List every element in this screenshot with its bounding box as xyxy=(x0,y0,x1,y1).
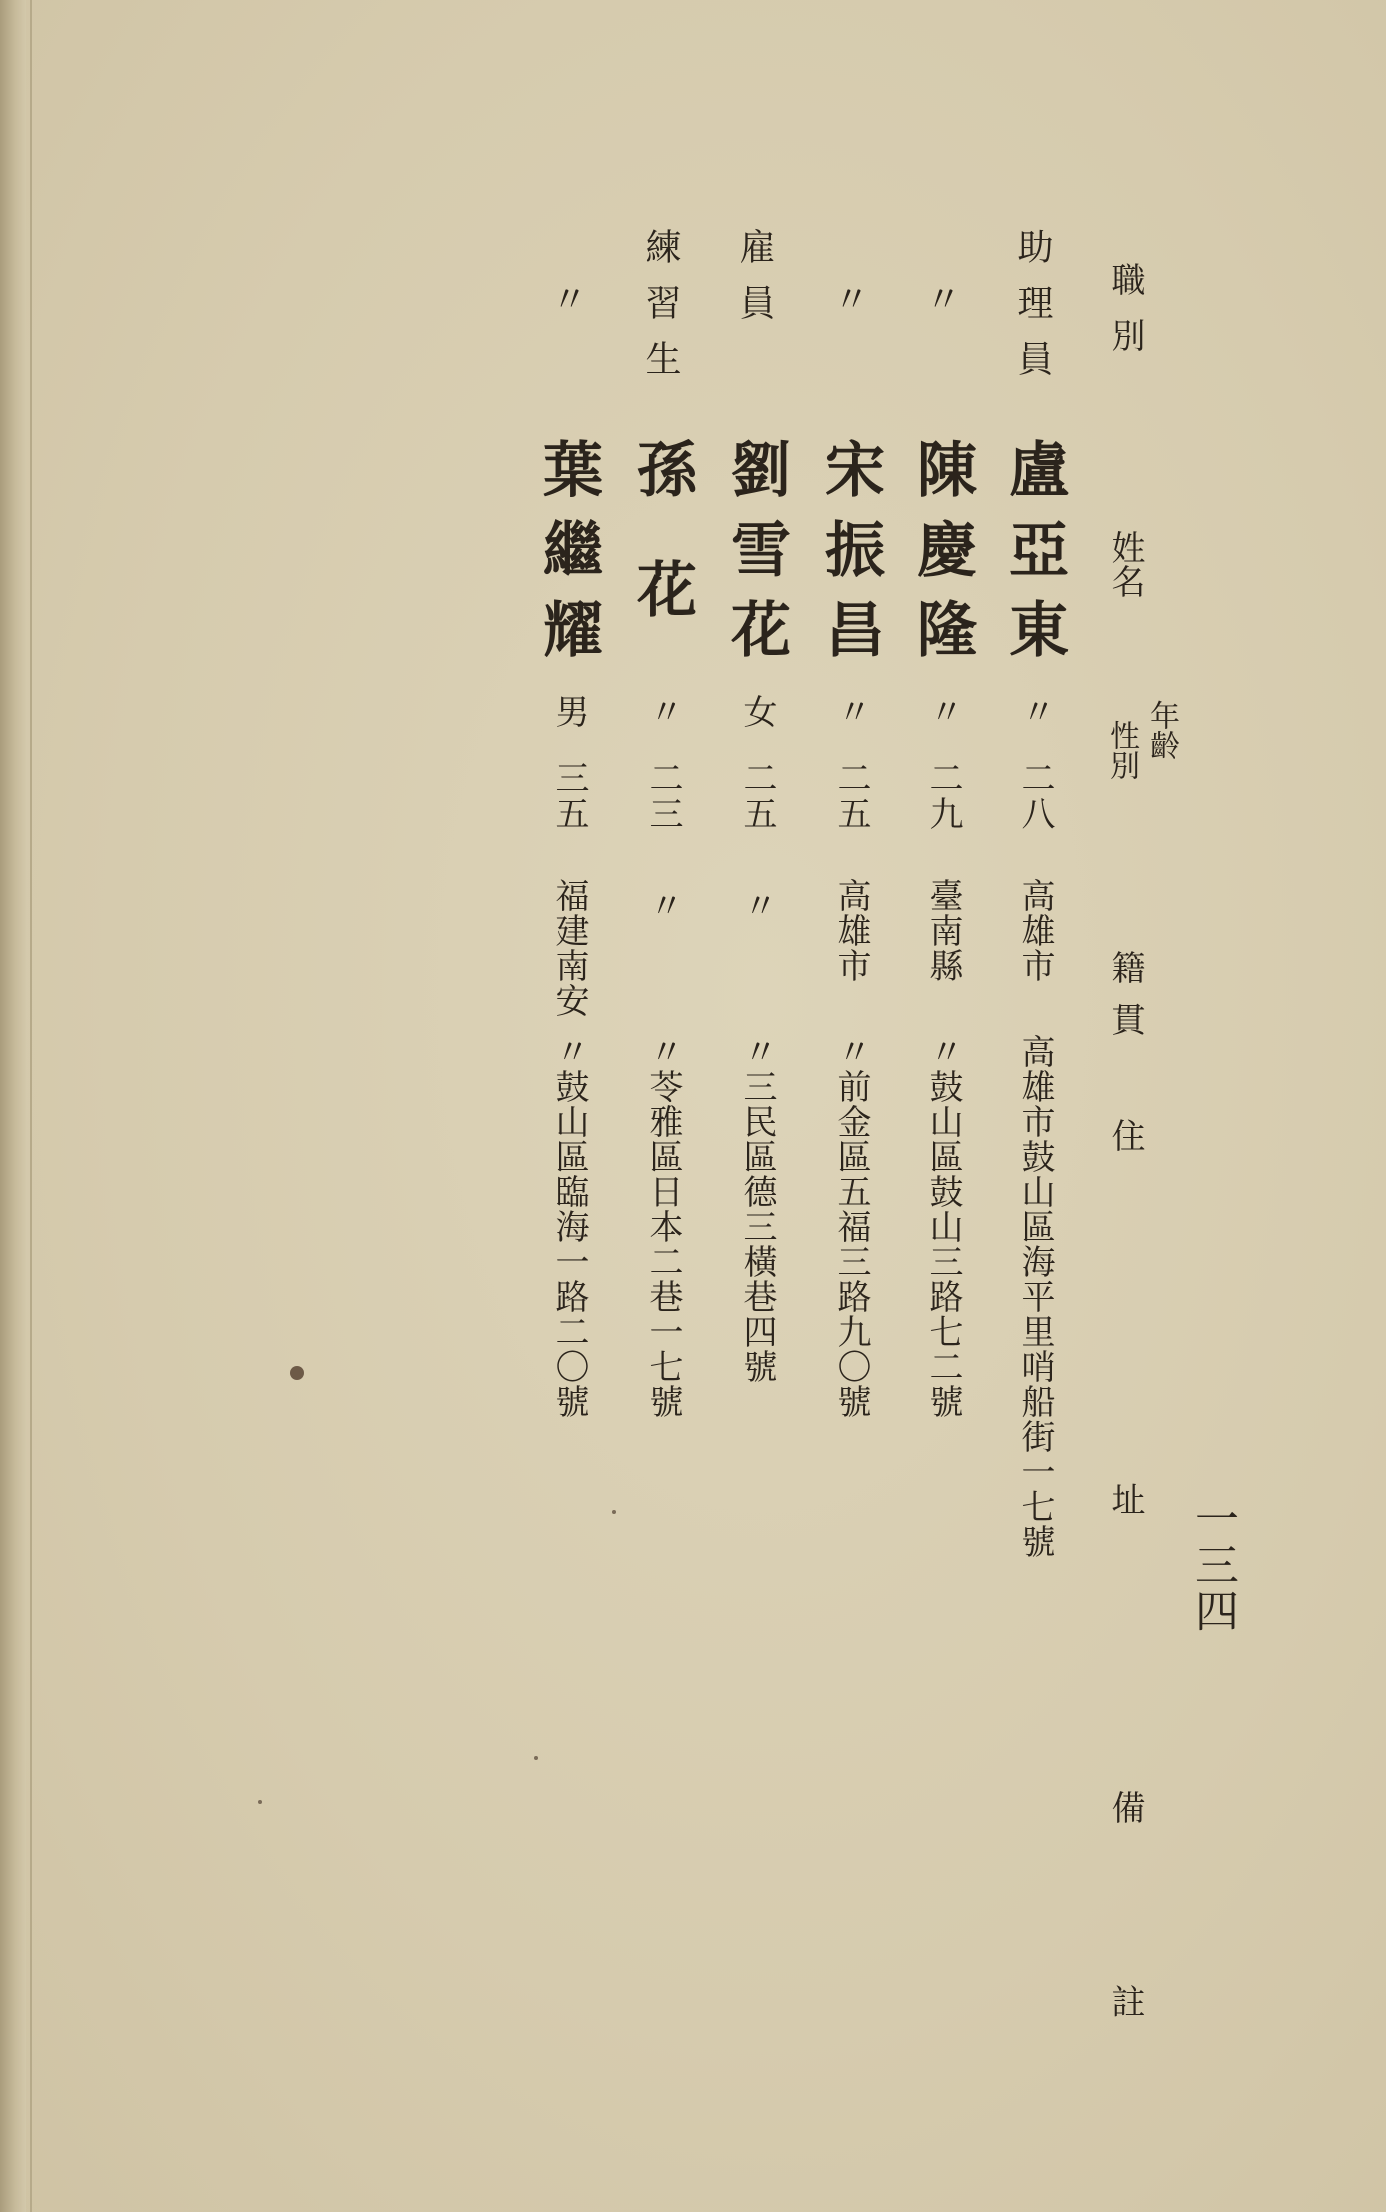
row-1-address: 高雄市鼓山區海平里哨船街一七號 xyxy=(1015,1034,1055,1559)
row-2-address: 〃鼓山區鼓山三路七二號 xyxy=(923,1034,963,1419)
row-1-job: 助理員 xyxy=(1012,228,1053,396)
paper-speck xyxy=(612,1510,616,1514)
row-5-origin: 〃 xyxy=(643,888,683,923)
row-1-sex: 〃 xyxy=(1015,694,1055,728)
header-name: 姓名 xyxy=(1105,530,1145,598)
row-5-job: 練習生 xyxy=(640,228,681,396)
page-number: 一三四 xyxy=(1187,1496,1238,1634)
row-1-origin: 高雄市 xyxy=(1015,878,1055,983)
header-address: 住址 xyxy=(1105,1118,1145,1846)
row-2-job: 〃 xyxy=(920,280,961,336)
header-sex-age xyxy=(1106,700,1178,820)
row-5-address: 〃苓雅區日本二巷一七號 xyxy=(643,1034,683,1419)
row-6-job: 〃 xyxy=(546,280,587,336)
row-3-name: 宋振昌 xyxy=(815,438,885,678)
header-sex: 性別 xyxy=(1104,720,1139,780)
row-6-sex: 男 xyxy=(549,694,589,728)
header-origin: 籍貫 xyxy=(1105,950,1145,1054)
row-3-sex: 〃 xyxy=(831,694,871,728)
row-2-sex: 〃 xyxy=(923,694,963,728)
row-1-age: 二八 xyxy=(1015,760,1055,832)
row-6-address: 〃鼓山區臨海一路二〇號 xyxy=(549,1034,589,1419)
binding-fold-line xyxy=(30,0,32,2212)
paper-speck xyxy=(534,1756,538,1760)
row-4-job: 雇員 xyxy=(734,228,775,340)
row-4-address: 〃三民區德三橫巷四號 xyxy=(737,1034,777,1384)
row-6-name: 葉繼耀 xyxy=(533,438,603,678)
row-6-age: 三五 xyxy=(549,760,589,832)
ink-stain xyxy=(290,1366,304,1380)
row-4-age: 二五 xyxy=(737,760,777,832)
row-3-address: 〃前金區五福三路九〇號 xyxy=(831,1034,871,1419)
row-5-sex: 〃 xyxy=(643,694,683,728)
header-age: 年齡 xyxy=(1144,700,1179,760)
row-3-origin: 高雄市 xyxy=(831,878,871,983)
row-4-sex: 女 xyxy=(737,694,777,728)
row-4-origin: 〃 xyxy=(737,888,777,923)
page-binding-edge xyxy=(0,0,26,2212)
header-job: 職別 xyxy=(1105,262,1145,374)
row-2-name: 陳慶隆 xyxy=(907,438,977,678)
row-1-name: 盧亞東 xyxy=(999,438,1069,678)
row-4-name: 劉雪花 xyxy=(721,438,791,678)
row-3-age: 二五 xyxy=(831,760,871,832)
row-5-age: 二三 xyxy=(643,760,683,832)
row-5-name: 孫花 xyxy=(627,438,697,678)
row-6-origin: 福建南安 xyxy=(549,878,589,1018)
row-2-origin: 臺南縣 xyxy=(923,878,963,983)
row-3-job: 〃 xyxy=(828,280,869,336)
row-2-age: 二九 xyxy=(923,760,963,832)
header-remark: 備註 xyxy=(1105,1790,1145,2178)
paper-speck xyxy=(258,1800,262,1804)
